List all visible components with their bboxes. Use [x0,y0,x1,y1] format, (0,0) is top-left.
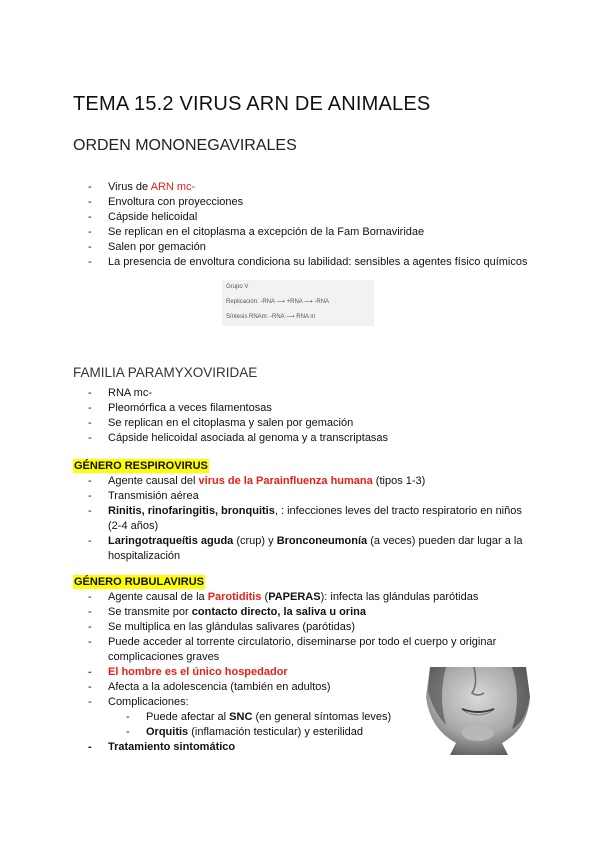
list-item: - El hombre es el único hospedador [88,665,528,680]
list-item: - Se transmite por contacto directo, la saliva u orina [88,605,528,620]
family-list [88,386,528,446]
list-item: - Puede acceder al torrente circulatorio, diseminarse por todo el cuerpo y originar complicaciones graves [88,635,528,665]
respirovirus-list [88,474,528,564]
figure-line: Replicación: -RNA ⟶ +RNA ⟶ -RNA [226,299,330,305]
genus-rubulavirus-heading: GÉNERO RUBULAVIRUS [74,576,204,588]
list-item: - RNA mc- [88,386,528,401]
list-item: - Afecta a la adolescencia (también en adultos) [88,680,528,695]
list-item: - Cápside helicoidal [88,210,528,225]
list-item: - Pleomórfica a veces filamentosas [88,401,528,416]
order-heading: ORDEN MONONEGAVIRALES [73,137,297,154]
page-title: TEMA 15.2 VIRUS ARN DE ANIMALES [73,93,431,115]
replication-figure [222,280,374,326]
list-item: - Rinitis, rinofaringitis, bronquitis, : infecciones leves del tracto respiratorio en niños (2-4 años) [88,504,528,534]
figure-line: Grupo V [226,284,249,290]
genus-respirovirus-heading: GÉNERO RESPIROVIRUS [74,460,208,472]
list-item: - Agente causal del virus de la Parainfluenza humana (tipos 1-3) [88,474,528,489]
list-item: - Salen por gemación [88,240,528,255]
figure-line: Síntesis RNAm: -RNA ⟶ RNA m [226,314,316,320]
list-item: - Agente causal de la Parotiditis (PAPERAS): infecta las glándulas parótidas [88,590,528,605]
list-item: - Se multiplica en las glándulas salivares (parótidas) [88,620,528,635]
list-item: - Se replican en el citoplasma a excepción de la Fam Bornaviridae [88,225,528,240]
order-list [88,180,528,270]
list-item: - Transmisión aérea [88,489,528,504]
list-item: - Orquitis (inflamación testicular) y esterilidad [126,725,528,740]
list-item: - Puede afectar al SNC (en general síntomas leves) [126,710,528,725]
list-item: - Laringotraqueítis aguda (crup) y Bronconeumonía (a veces) pueden dar lugar a la hospitalización [88,534,528,564]
face-image [416,667,540,755]
family-heading: FAMILIA PARAMYXOVIRIDAE [73,365,258,380]
list-item: - Complicaciones: - Puede afectar al SNC (en general síntomas leves) - Orquitis (inflamación testicular) y esterilidad [88,695,528,740]
list-item: - Virus de ARN mc- [88,180,528,195]
list-item: - Cápside helicoidal asociada al genoma y a transcriptasas [88,431,528,446]
list-item: - Envoltura con proyecciones [88,195,528,210]
mumps-patient-photo [416,667,540,755]
list-item: - Se replican en el citoplasma y salen por gemación [88,416,528,431]
list-item: - Tratamiento sintomático [88,740,528,755]
list-item: - La presencia de envoltura condiciona su labilidad: sensibles a agentes físico químicos [88,255,528,270]
